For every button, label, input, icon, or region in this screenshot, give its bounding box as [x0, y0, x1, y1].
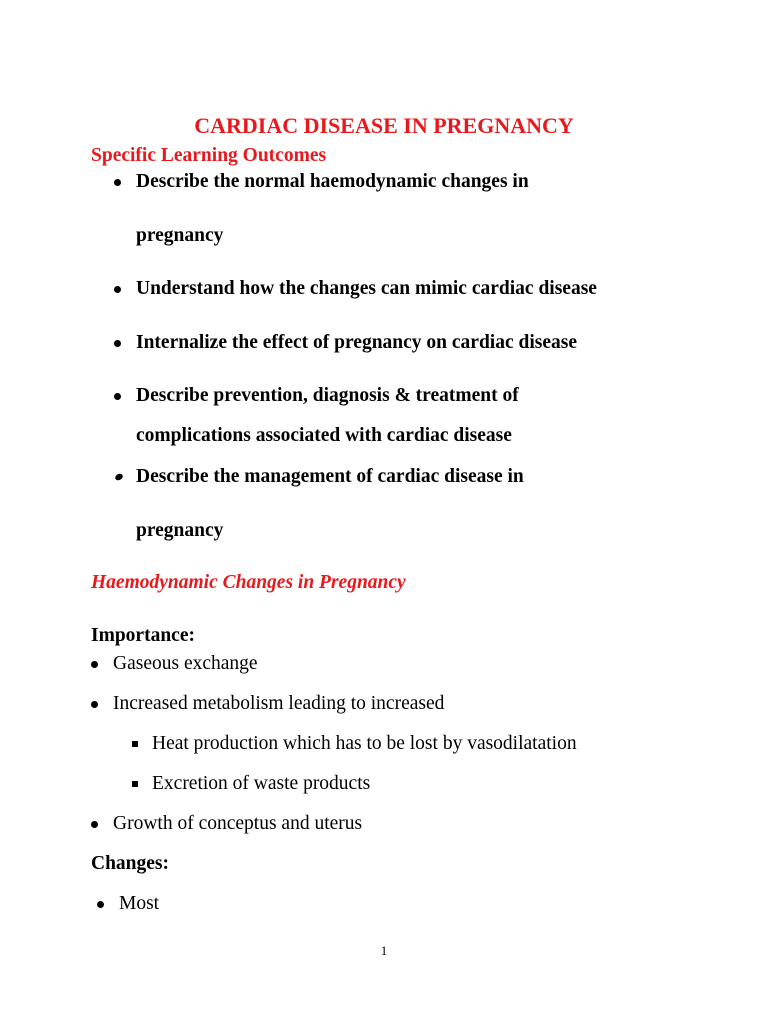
bullet-icon [114, 179, 121, 186]
bullet-icon [114, 286, 121, 293]
bullet-icon [97, 901, 104, 908]
outcome-item-3: Internalize the effect of pregnancy on cardiac disease [136, 332, 578, 353]
outcome-item-5-line-2: pregnancy [136, 520, 224, 541]
bullet-icon [114, 472, 124, 481]
outcome-item-4-line-2: complications associated with cardiac disease [136, 425, 512, 446]
importance-item-1: Gaseous exchange [113, 653, 258, 674]
outcome-item-1-line-2: pregnancy [136, 225, 224, 246]
changes-label: Changes: [91, 853, 170, 874]
outcome-item-1-line-1: Describe the normal haemodynamic changes in [136, 171, 529, 192]
importance-item-3: Growth of conceptus and uterus [113, 813, 363, 834]
outcome-item-4-line-1: Describe prevention, diagnosis & treatment of [136, 385, 519, 406]
page-number: 1 [380, 943, 388, 958]
haemodynamic-heading: Haemodynamic Changes in Pregnancy [91, 572, 406, 593]
square-bullet-icon [132, 741, 138, 747]
bullet-icon [91, 821, 98, 828]
learning-outcomes-heading: Specific Learning Outcomes [91, 145, 327, 166]
changes-item-1: Most [119, 893, 160, 914]
outcome-item-5-line-1: Describe the management of cardiac disease in [136, 466, 524, 487]
importance-label: Importance: [91, 625, 195, 646]
bullet-icon [91, 661, 98, 668]
bullet-icon [114, 340, 121, 347]
sub-item-1: Heat production which has to be lost by vasodilatation [152, 733, 577, 754]
bullet-icon [91, 701, 98, 708]
sub-item-2: Excretion of waste products [152, 773, 371, 794]
outcome-item-2: Understand how the changes can mimic cardiac disease [136, 278, 597, 299]
square-bullet-icon [132, 781, 138, 787]
importance-item-2: Increased metabolism leading to increased [113, 693, 445, 714]
bullet-icon [114, 393, 121, 400]
document-title: CARDIAC DISEASE IN PREGNANCY [194, 113, 574, 138]
